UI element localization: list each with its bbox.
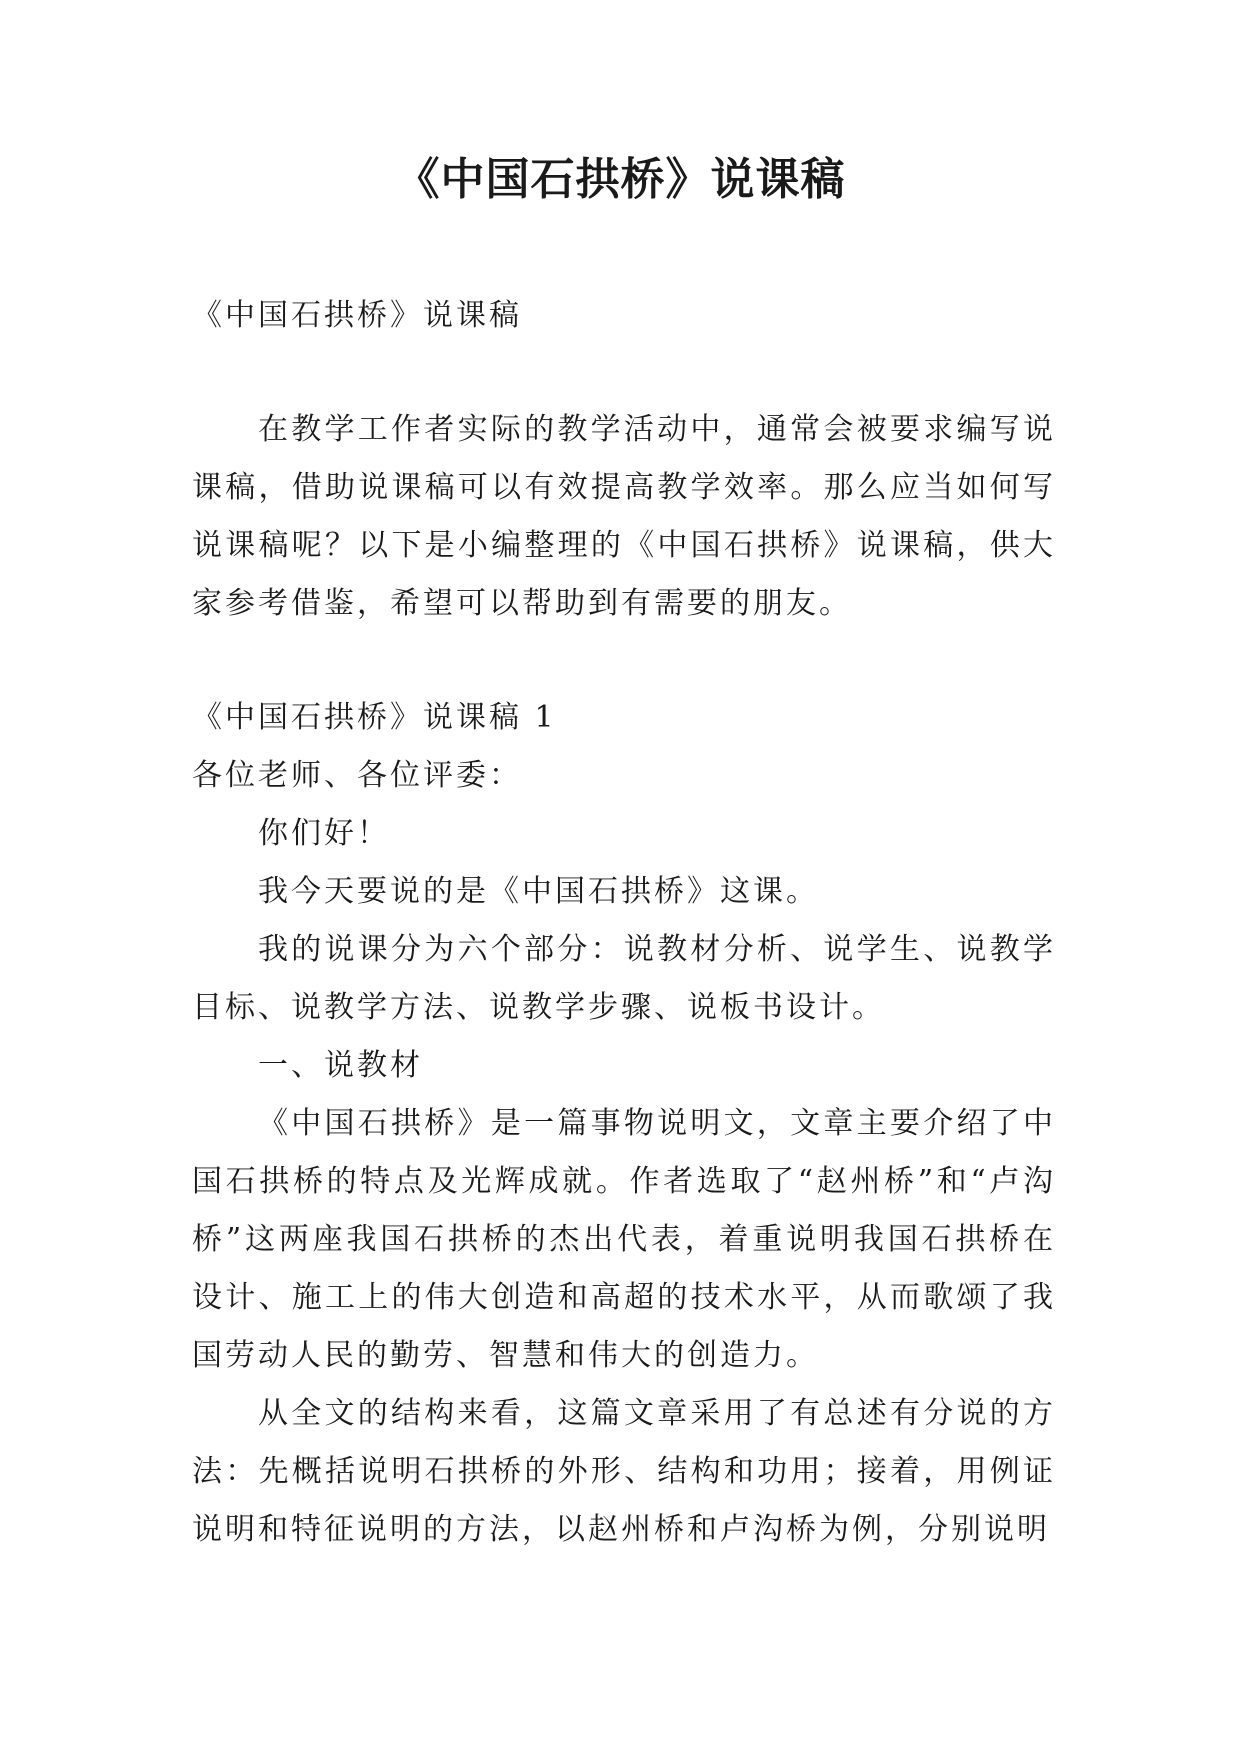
- outline-paragraph: 我的说课分为六个部分：说教材分析、说学生、说教学目标、说教学方法、说教学步骤、说板书设计。: [192, 932, 1056, 1025]
- section-title: 《中国石拱桥》说课稿 1: [192, 700, 557, 735]
- structure-paragraph: 从全文的结构来看，这篇文章采用了有总述有分说的方法：先概括说明石拱桥的外形、结构和功用；接着，用例证说明和特征说明的方法，以赵州桥和卢沟桥为例，分别说明: [192, 1396, 1056, 1547]
- textbook-analysis-paragraph: 《中国石拱桥》是一篇事物说明文，文章主要介绍了中国石拱桥的特点及光辉成就。作者选取了“赵州桥”和“卢沟桥”这两座我国石拱桥的杰出代表，着重说明我国石拱桥在设计、施工上的伟大创造和高超的技术水平，从而歌颂了我国劳动人民的勤劳、智慧和伟大的创造力。: [192, 1106, 1056, 1373]
- document-body: [192, 287, 1056, 1559]
- topic-paragraph: 我今天要说的是《中国石拱桥》这课。: [258, 874, 819, 909]
- section-heading-textbook: 一、说教材: [258, 1048, 423, 1083]
- document-title: 《中国石拱桥》说课稿: [395, 154, 846, 205]
- intro-paragraph: 在教学工作者实际的教学活动中，通常会被要求编写说课稿，借助说课稿可以有效提高教学效率。那么应当如何写说课稿呢？以下是小编整理的《中国石拱桥》说课稿，供大家参考借鉴，希望可以帮助到有需要的朋友。: [192, 412, 1056, 621]
- greeting-paragraph: 你们好！: [258, 816, 390, 851]
- salutation: 各位老师、各位评委：: [192, 758, 522, 793]
- document-subtitle: 《中国石拱桥》说课稿: [192, 298, 522, 333]
